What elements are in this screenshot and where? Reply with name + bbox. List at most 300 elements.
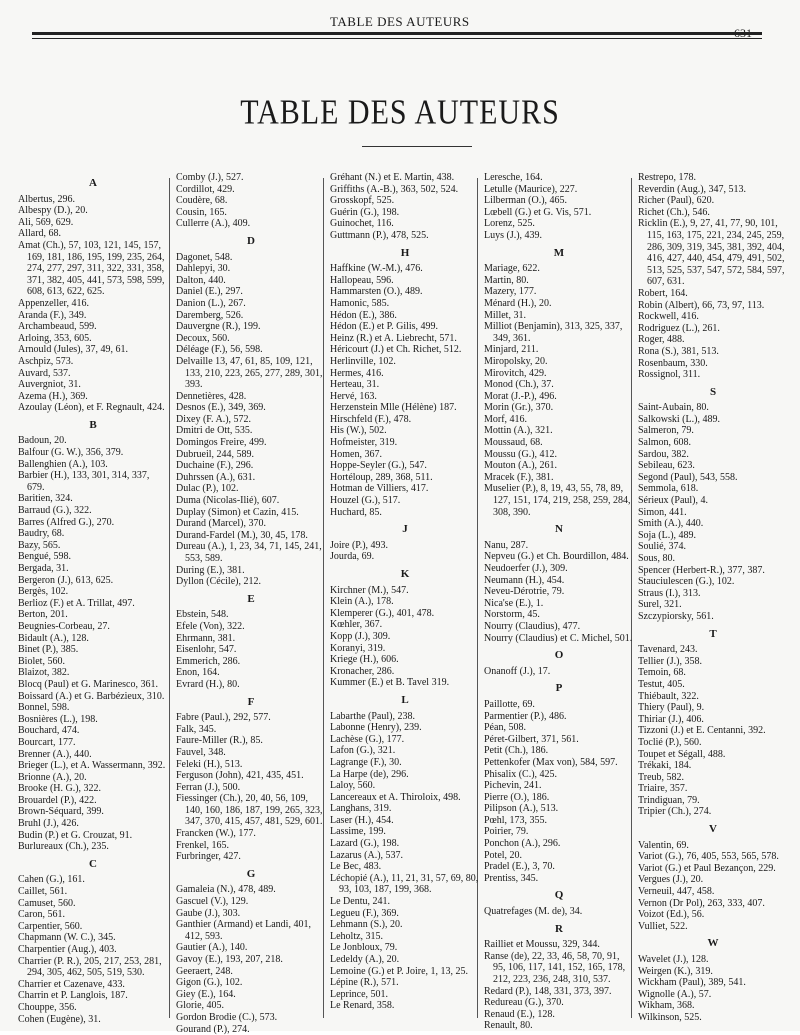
index-entry: Laloy, 560. [330, 780, 376, 792]
index-entry: Griffiths (A.-B.), 363, 502, 524. [330, 183, 459, 195]
index-entry: Guérin (G.), 198. [330, 206, 400, 218]
index-entry: Le Bec, 483. [330, 861, 382, 873]
index-entry: Duchaine (F.), 296. [176, 460, 254, 472]
index-entry: Phisalix (C.), 425. [484, 768, 558, 780]
index-entry: Moussu (G.), 412. [484, 448, 558, 460]
index-entry: Lazarus (A.), 537. [330, 849, 404, 861]
index-entry: Grosskopf, 525. [330, 195, 395, 207]
index-entry: Evrard (H.), 80. [176, 678, 240, 690]
index-entry: Salmeron, 79. [638, 425, 694, 437]
index-entry: Toclié (P.), 560. [638, 736, 702, 748]
section-letter: V [709, 823, 717, 836]
index-entry: Auvergniot, 31. [18, 379, 81, 391]
index-entry: Brown-Séquard, 399. [18, 806, 104, 818]
index-entry: Badoun, 20. [18, 435, 67, 447]
index-entry: Lancereaux et A. Thiroloix, 498. [330, 791, 461, 803]
index-entry: Baritien, 324. [18, 493, 73, 505]
index-entry: Lagrange (F.), 30. [330, 756, 402, 768]
index-entry: Bruhl (J.), 426. [18, 818, 79, 830]
index-entry: Déléage (F.), 56, 598. [176, 344, 263, 356]
index-entry: Hammarsten (O.), 489. [330, 286, 423, 298]
index-entry: Brenner (A.), 440. [18, 748, 92, 760]
index-entry: Potel, 20. [484, 849, 523, 861]
index-entry: Haffkine (W.-M.), 476. [330, 263, 423, 275]
index-entry: Triaire, 357. [638, 783, 688, 795]
index-entry: Desnos (E.), 349, 369. [176, 402, 266, 414]
index-entry: Cordillot, 429. [176, 183, 235, 195]
index-entry: Mazery, 177. [484, 286, 537, 298]
index-entry: Wignolle (A.), 57. [638, 988, 712, 1000]
index-entry: Millet, 31. [484, 309, 526, 321]
index-entry: Léchopié (A.), 11, 21, 31, 57, 69, 80, 93, 103, 187, 199, 368. [330, 872, 479, 896]
index-entry: Ganthier (Armand) et Landi, 401, 412, 593. [176, 919, 311, 942]
section-letter: C [89, 857, 97, 870]
index-entry: Enon, 164. [176, 667, 220, 679]
index-entry: Milliot (Benjamin), 313, 325, 337, 349, 361. [484, 321, 623, 344]
index-entry: Dauvergne (R.), 199. [176, 321, 261, 333]
index-entry: Duhrssen (A.), 631. [176, 471, 256, 483]
index-entry: La Harpe (de), 296. [330, 768, 409, 780]
index-entry: Duplay (Simon) et Cazin, 415. [176, 506, 299, 518]
index-entry: Muselier (P.), 8, 19, 43, 55, 78, 89, 127, 151, 174, 219, 258, 259, 284, 308, 390. [484, 483, 631, 518]
index-entry: Gautier (A.), 140. [176, 942, 248, 954]
index-entry: Soja (L.), 489. [638, 529, 697, 541]
index-entry: Temoin, 68. [638, 667, 686, 679]
index-entry: Rodriguez (L.), 261. [638, 322, 720, 334]
index-entry: Tellier (J.), 358. [638, 655, 703, 667]
index-entry: Parmentier (P.), 486. [484, 710, 567, 722]
index-entry: Ferguson (John), 421, 435, 451. [176, 770, 304, 782]
index-entry: Glorie, 405. [176, 1000, 225, 1012]
index-entry: Rockwell, 416. [638, 311, 699, 323]
index-entry: Mracek (F.), 381. [484, 471, 554, 483]
index-entry: Hallopeau, 596. [330, 274, 394, 286]
index-entry: Voizot (Ed.), 56. [638, 909, 705, 921]
section-letter: G [246, 867, 256, 880]
index-entry: Dahlepyi, 30. [176, 263, 231, 275]
index-entry: Gavoy (E.), 193, 207, 218. [176, 954, 283, 965]
index-entry: Cousin, 165. [176, 206, 227, 218]
index-entry: Chouppe, 356. [18, 1001, 77, 1013]
index-entry: Fabre (Paul.), 292, 577. [176, 712, 271, 724]
index-entry: Le Renard, 358. [330, 1000, 395, 1012]
index-entry: Eisenlohr, 547. [176, 644, 237, 656]
index-entry: Renault, 80. [484, 1020, 533, 1032]
index-entry: Berlioz (F.) et A. Trillat, 497. [18, 597, 135, 609]
index-entry: Variot (G.) et Paul Bezançon, 229. [638, 862, 776, 874]
index-entry: Dalton, 440. [176, 274, 226, 286]
index-entry: Lœbell (G.) et G. Vis, 571. [484, 206, 592, 218]
index-entry: Berton, 201. [18, 609, 68, 621]
header-rule-thick [32, 32, 762, 35]
index-entry: Bengué, 598. [18, 551, 72, 563]
index-entry: Semmola, 618. [638, 483, 699, 495]
index-entry: Brouardel (P.), 422. [18, 794, 97, 806]
index-entry: Carpentier, 560. [18, 920, 83, 932]
index-entry: Mirovitch, 429. [484, 367, 547, 379]
index-entry: Thiery (Paul), 9. [638, 702, 705, 714]
index-entry: Lehmann (S.), 20. [330, 919, 403, 931]
index-entry: Petit (Ch.), 186. [484, 745, 549, 757]
index-entry: Straus (I.), 313. [638, 587, 701, 599]
index-entry: Azoulay (Léon), et F. Regnault, 424. [18, 402, 165, 414]
index-entry: Delvaille 13, 47, 61, 85, 109, 121, 133, 210, 223, 265, 277, 289, 301, 393. [176, 355, 323, 391]
index-entry: Luys (J.), 439. [484, 229, 543, 241]
index-entry: Wavelet (J.), 128. [638, 954, 709, 965]
index-entry: Jourda, 69. [330, 551, 375, 563]
index-entry: Cullerre (A.), 409. [176, 218, 251, 230]
section-letter: L [401, 693, 409, 706]
index-entry: Dubrueil, 244, 589. [176, 448, 255, 460]
index-entry: Lilberman (O.), 465. [484, 195, 568, 207]
index-entry: Lépine (R.), 571. [330, 977, 399, 989]
index-entry: Simon, 441. [638, 506, 687, 518]
index-entry: Leresche, 164. [484, 172, 543, 183]
index-entry: Szczypiorsky, 561. [638, 610, 714, 622]
index-entry: Mottin (A.), 321. [484, 425, 553, 437]
index-entry: Hermes, 416. [330, 367, 384, 379]
index-entry: Ferran (J.), 500. [176, 781, 241, 793]
index-entry: Ranse (de), 22, 33, 46, 58, 70, 91, 95, 106, 117, 141, 152, 165, 178, 212, 223, 236, 248, 310, 537. [484, 950, 626, 985]
index-entry: Mouton (A.), 261. [484, 460, 558, 472]
index-entry: Neudoerfer (J.), 309. [484, 563, 568, 574]
index-entry: Morf, 416. [484, 413, 528, 425]
index-entry: Pœhl, 173, 355. [484, 814, 548, 826]
index-entry: Huchard, 85. [330, 506, 382, 518]
index-entry: Aschpiz, 573. [18, 355, 74, 367]
index-entry: Budin (P.) et G. Crouzat, 91. [18, 829, 133, 841]
index-entry: Dulac (P.), 102. [176, 483, 239, 495]
index-entry: Fiessinger (Ch.), 20, 40, 56, 109, 140, 160, 186, 187, 199, 265, 323, 347, 370, 415, 457, 481, 529, 601. [176, 793, 323, 828]
index-entry: Salmon, 608. [638, 437, 692, 449]
index-entry: Nourry (Claudius), 477. [484, 620, 581, 632]
index-entry: Beugnies-Corbeau, 27. [18, 620, 110, 632]
index-entry: Albespy (D.), 20. [18, 205, 88, 217]
index-entry: Hortéloup, 289, 368, 511. [330, 471, 433, 483]
index-entry: Kopp (J.), 309. [330, 630, 391, 642]
index-entry: Arloing, 353, 605. [18, 332, 92, 344]
index-entry: Francken (W.), 177. [176, 828, 256, 840]
index-entry: Rona (S.), 381, 513. [638, 345, 719, 357]
index-entry: Cohen (Eugène), 31. [18, 1013, 101, 1025]
index-entry: Péret-Gilbert, 371, 561. [484, 733, 579, 745]
index-entry: Blaizot, 382. [18, 667, 70, 679]
index-entry: Dagonet, 548. [176, 251, 233, 263]
index-entry: Ponchon (A.), 296. [484, 838, 561, 850]
index-entry: Barres (Alfred G.), 270. [18, 516, 115, 528]
index-entry: Pichevin, 241. [484, 780, 542, 792]
index-entry: Hirschfeld (F.), 478. [330, 413, 412, 425]
index-entry: Prentiss, 345. [484, 872, 539, 884]
index-entry: Gamaleia (N.), 478, 489. [176, 884, 276, 896]
index-entry: Bidault (A.), 128. [18, 632, 89, 644]
index-columns [18, 172, 788, 1035]
section-letter: H [400, 246, 410, 259]
index-entry: Legueu (F.), 369. [330, 907, 399, 919]
index-entry: Bourcart, 177. [18, 736, 76, 748]
index-entry: Sous, 80. [638, 553, 675, 564]
index-entry: Herteau, 31. [330, 379, 380, 391]
index-entry: Richer (Paul), 620. [638, 195, 715, 207]
index-entry: Koranyi, 319. [330, 642, 386, 654]
index-entry: Feleki (H.), 513. [176, 758, 243, 770]
index-entry: Camuset, 560. [18, 897, 76, 909]
index-entry: Gascuel (V.), 129. [176, 896, 249, 908]
index-entry: Bouchard, 474. [18, 725, 80, 737]
index-entry: Baudry, 68. [18, 528, 65, 540]
section-letter: O [554, 649, 564, 662]
index-entry: Barbier (H.), 133, 301, 314, 337, 679. [18, 470, 150, 493]
index-entry: Ricklin (E.), 9, 27, 41, 77, 90, 101, 115, 163, 175, 221, 234, 245, 259, 286, 309, 319, 345, 381, 392, 404, 416, 427, 440, 454, 479, 491, 502, 513, 525, 537, 547, 572, 584, 597, 607, 631. [638, 218, 785, 288]
section-letter: F [247, 695, 255, 708]
index-entry: Lassime, 199. [330, 826, 386, 838]
index-entry: Le Dentu, 241. [330, 896, 390, 908]
index-entry: Domingos Freire, 499. [176, 437, 267, 449]
index-entry: Lemoine (G.) et P. Joire, 1, 13, 25. [330, 965, 469, 977]
index-entry: Dennetières, 428. [176, 390, 247, 402]
index-entry: Vernon (Dr Pol), 263, 333, 407. [638, 897, 765, 909]
index-entry: Binet (P.), 385. [18, 644, 79, 656]
section-letter: D [247, 234, 255, 247]
section-letter: M [553, 246, 565, 259]
index-entry: Onanoff (J.), 17. [484, 665, 551, 677]
index-entry: Biolet, 560. [18, 655, 65, 667]
index-entry: Brieger (L.), et A. Wassermann, 392. [18, 760, 166, 772]
index-entry: Leholtz, 315. [330, 930, 384, 942]
index-entry: Chapmann (W. C.), 345. [18, 932, 116, 944]
index-entry: Saint-Aubain, 80. [638, 402, 709, 414]
index-entry: Mariage, 622. [484, 263, 540, 275]
index-entry: Dureau (A.), 1, 23, 34, 71, 145, 241, 553, 589. [176, 541, 322, 564]
index-entry: Surel, 321. [638, 599, 682, 611]
section-letter: Q [554, 889, 564, 902]
index-entry: Pradel (E.), 3, 70. [484, 861, 555, 873]
index-entry: Trékaki, 184. [638, 760, 692, 772]
index-entry: Trindiguan, 79. [638, 794, 700, 806]
index-entry: Treub, 582. [638, 771, 685, 783]
index-entry: Falk, 345. [176, 723, 217, 735]
index-entry: Aranda (F.), 349. [18, 309, 87, 321]
index-entry: Miropolsky, 20. [484, 355, 548, 367]
index-entry: Stauciulescen (G.), 102. [638, 576, 735, 588]
index-entry: Robin (Albert), 66, 73, 97, 113. [638, 299, 765, 311]
index-entry: Daremberg, 526. [176, 309, 244, 321]
index-entry: Decoux, 560. [176, 332, 230, 344]
index-entry: Ebstein, 548. [176, 609, 229, 621]
index-entry: Reverdin (Aug.), 347, 513. [638, 183, 747, 195]
index-entry: Pettenkofer (Max von), 584, 597. [484, 756, 618, 768]
index-entry: Fauvel, 348. [176, 746, 226, 758]
index-entry: Guttmann (P.), 478, 525. [330, 229, 429, 241]
index-entry: Roger, 488. [638, 334, 685, 346]
index-entry: Sérieux (Paul), 4. [638, 495, 708, 507]
index-entry: Hédon (E.) et P. Gilis, 499. [330, 321, 439, 333]
running-title: TABLE DES AUTEURS [330, 14, 470, 29]
index-entry: Azema (H.), 369. [18, 390, 88, 402]
index-entry: Brionne (A.), 20. [18, 771, 87, 783]
index-entry: Quatrefages (M. de), 34. [484, 906, 583, 918]
index-entry: Rossignol, 311. [638, 369, 701, 381]
index-entry: Gréhant (N.) et E. Martin, 438. [330, 172, 455, 183]
index-entry: Hamonic, 585. [330, 297, 390, 309]
index-entry: Caillet, 561. [18, 886, 68, 898]
index-entry: Kriege (H.), 606. [330, 654, 399, 666]
section-letter: K [400, 568, 410, 580]
index-entry: Hoppe-Seyler (G.), 547. [330, 460, 427, 472]
index-entry: Morin (Gr.), 370. [484, 402, 554, 414]
index-entry: Durand-Fardel (M.), 30, 45, 178. [176, 529, 308, 541]
index-entry: Soulié, 374. [638, 541, 687, 553]
index-entry: Paillotte, 69. [484, 698, 535, 710]
index-entry: Duma (Nicolas-Ilié), 607. [176, 495, 280, 507]
section-letter: T [709, 627, 717, 640]
index-entry: Ehrmann, 381. [176, 632, 236, 644]
index-entry: Arnould (Jules), 37, 49, 61. [18, 344, 128, 356]
index-entry: Albertus, 296. [18, 193, 75, 205]
index-entry: Ledeldy (A.), 20. [330, 954, 400, 965]
title-rule [362, 146, 472, 147]
index-entry: Leprince, 501. [330, 988, 389, 1000]
index-entry: Gordon Brodie (C.), 573. [176, 1011, 278, 1023]
index-entry: Héricourt (J.) et Ch. Richet, 512. [330, 344, 462, 356]
index-entry: Wickham (Paul), 389, 541. [638, 977, 746, 989]
index-entry: Durand (Marcel), 370. [176, 518, 266, 530]
index-entry: Blocq (Paul) et G. Marinesco, 361. [18, 678, 158, 690]
index-entry: Barraud (G.), 322. [18, 505, 92, 517]
index-entry: Balfour (G. W.), 356, 379. [18, 447, 124, 459]
index-column-3 [330, 172, 480, 1022]
index-entry: Restrepo, 178. [638, 172, 697, 183]
index-entry: Sebileau, 623. [638, 460, 695, 472]
index-entry: Variot (G.), 76, 405, 553, 565, 578. [638, 851, 779, 863]
index-entry: Letulle (Maurice), 227. [484, 183, 578, 195]
index-entry: Nepveu (G.) et Ch. Bourdillon, 484. [484, 551, 629, 563]
index-entry: Dmitri de Ott, 535. [176, 425, 253, 437]
index-entry: Smith (A.), 440. [638, 518, 704, 530]
index-entry: Salkowski (L.), 489. [638, 413, 720, 425]
index-entry: Charrier (P. R.), 205, 217, 253, 281, 294, 305, 462, 505, 519, 530. [18, 955, 162, 979]
index-entry: Efele (Von), 322. [176, 620, 245, 632]
index-entry: Dyllon (Cécile), 212. [176, 576, 261, 588]
index-entry: Danion (L.), 267. [176, 297, 246, 309]
index-entry: Nanu, 287. [484, 539, 529, 551]
index-entry: Kronacher, 286. [330, 665, 395, 677]
index-entry: Segond (Paul), 543, 558. [638, 471, 738, 483]
index-entry: His (W.), 502. [330, 425, 387, 437]
index-entry: Hervé, 163. [330, 390, 377, 402]
index-entry: Robert, 164. [638, 287, 688, 299]
section-letter: E [247, 592, 255, 605]
index-entry: Joire (P.), 493. [330, 539, 389, 551]
index-entry: Burlureaux (Ch.), 235. [18, 841, 109, 853]
index-entry: Bosnières (L.), 198. [18, 713, 98, 725]
index-entry: Redureau (G.), 370. [484, 997, 564, 1009]
index-entry: Bergès, 102. [18, 586, 69, 598]
index-entry: Daniel (E.), 297. [176, 286, 243, 298]
index-entry: Testut, 405. [638, 678, 685, 690]
index-entry: Klemperer (G.), 401, 478. [330, 607, 435, 619]
index-entry: Herlinville, 102. [330, 355, 396, 367]
index-entry: Kummer (E.) et B. Tavel 319. [330, 677, 450, 689]
index-entry: Redard (P.), 148, 331, 373, 397. [484, 985, 612, 997]
index-entry: Nourry (Claudius) et C. Michel, 501. [484, 632, 633, 644]
index-entry: Le Jonbloux, 79. [330, 942, 398, 954]
index-entry: Toupet et Ségall, 488. [638, 748, 726, 760]
index-entry: Wilkinson, 525. [638, 1011, 702, 1023]
index-entry: Bergeron (J.), 613, 625. [18, 574, 114, 586]
section-letter: R [555, 922, 563, 935]
index-entry: Ballenghien (A.), 103. [18, 458, 108, 470]
section-letter: J [402, 523, 408, 536]
index-entry: Geeraert, 248. [176, 965, 233, 977]
index-entry: Furbringer, 427. [176, 851, 241, 863]
index-entry: Archambeaud, 599. [18, 321, 97, 333]
index-entry: Amat (Ch.), 57, 103, 121, 145, 157, 169, 181, 186, 195, 199, 235, 264, 274, 277, 297, 311, 322, 331, 358, 371, 382, 405, 441, 573, 598, 599, 608, 613, 622, 625. [18, 239, 165, 298]
index-entry: Allard, 68. [18, 228, 62, 240]
index-entry: Minjard, 211. [484, 344, 539, 356]
index-entry: Emmerich, 286. [176, 655, 241, 667]
index-entry: Caron, 561. [18, 909, 65, 921]
index-entry: Brooke (H. G.), 322. [18, 783, 102, 795]
index-entry: Langhans, 319. [330, 803, 392, 815]
index-entry: Valentin, 69. [638, 839, 689, 851]
index-entry: Norstorm, 45. [484, 609, 540, 621]
index-entry: Tavenard, 243. [638, 644, 698, 656]
index-entry: Kirchner (M.), 547. [330, 584, 409, 596]
index-entry: Martin, 80. [484, 274, 529, 286]
index-entry: Lazard (G.), 198. [330, 838, 400, 850]
index-entry: Bergada, 31. [18, 563, 69, 574]
index-entry: Verneuil, 447, 458. [638, 886, 715, 898]
index-entry: Neveu-Dérotrie, 79. [484, 586, 565, 598]
index-entry: Tripier (Ch.), 274. [638, 806, 712, 818]
index-entry: Monod (Ch.), 37. [484, 379, 554, 391]
index-entry: Hotman de Villiers, 417. [330, 483, 429, 495]
page-title: TABLE DES AUTEURS [240, 93, 560, 132]
index-entry: Tizzoni (J.) et E. Centanni, 392. [638, 725, 766, 737]
index-entry: Neumann (H.), 454. [484, 574, 565, 586]
index-entry: Guinochet, 116. [330, 218, 394, 230]
index-entry: Charpentier (Aug.), 403. [18, 944, 117, 955]
index-entry: Dixey (F. A.), 572. [176, 413, 252, 425]
index-entry: Lorenz, 525. [484, 218, 535, 230]
index-entry: During (E.), 381. [176, 564, 245, 576]
index-column-5 [638, 172, 788, 1022]
index-entry: Giey (E.), 164. [176, 988, 236, 1000]
index-entry: Moussaud, 68. [484, 437, 543, 449]
index-entry: Ali, 569, 629. [18, 216, 74, 228]
index-entry: Bazy, 565. [18, 539, 61, 551]
index-entry: Thiriar (J.), 406. [638, 713, 704, 725]
index-entry: Bonnel, 598. [18, 702, 70, 714]
section-letter: W [707, 937, 719, 950]
index-entry: Charrier et Cazenave, 433. [18, 978, 125, 990]
index-entry: Vergues (J.), 20. [638, 874, 704, 886]
index-entry: Houzel (G.), 517. [330, 495, 401, 507]
index-entry: Ménard (H.), 20. [484, 297, 552, 309]
index-entry: Comby (J.), 527. [176, 172, 244, 183]
index-entry: Frenkel, 165. [176, 839, 230, 851]
index-entry: Sardou, 382. [638, 448, 689, 460]
index-entry: Labarthe (Paul), 238. [330, 710, 415, 722]
index-entry: Weirgen (K.), 319. [638, 965, 713, 977]
index-column-1 [18, 172, 168, 1025]
index-entry: Faure-Miller (R.), 85. [176, 735, 263, 747]
index-entry: Charrin et P. Langlois, 187. [18, 990, 128, 1002]
index-entry: Auvard, 537. [18, 367, 71, 379]
index-entry: Appenzeller, 416. [18, 297, 89, 309]
index-entry: Railliet et Moussu, 329, 344. [484, 939, 600, 951]
